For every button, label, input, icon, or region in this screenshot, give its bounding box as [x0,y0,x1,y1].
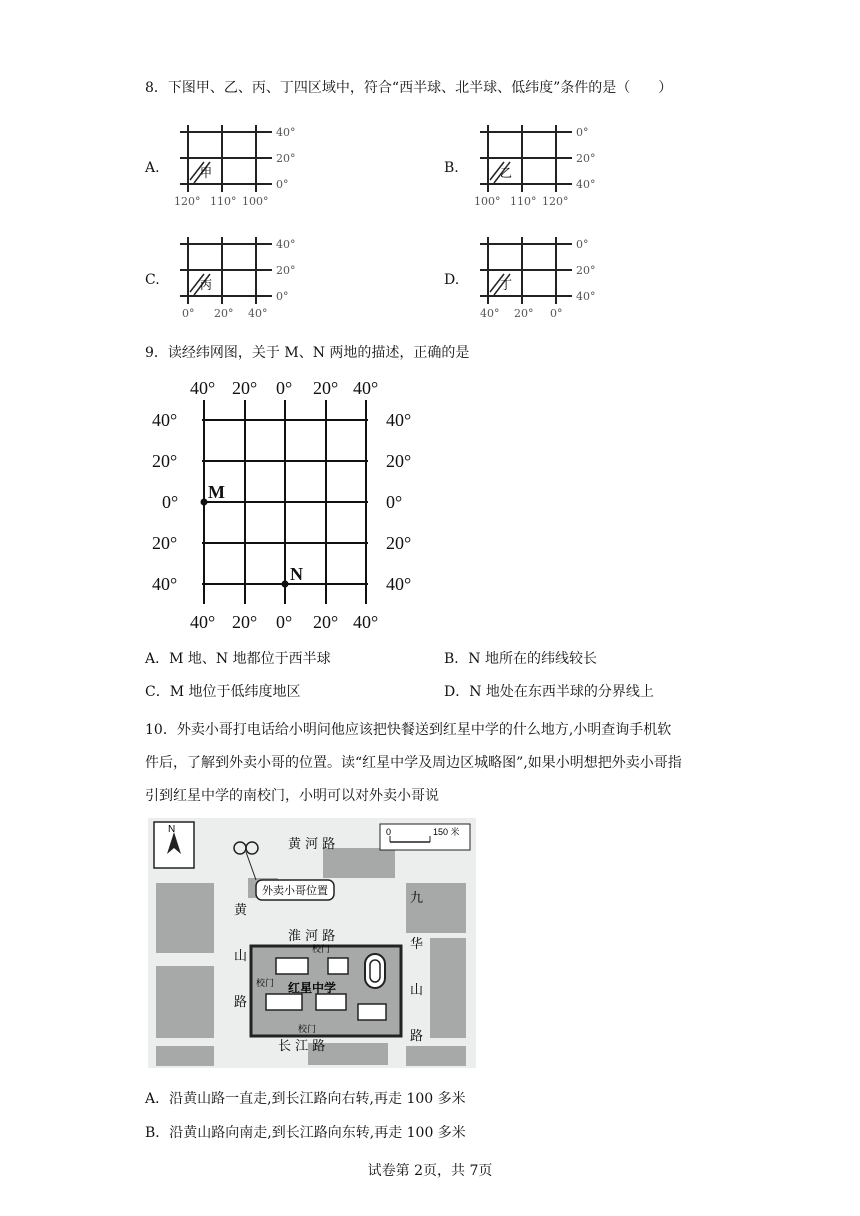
road-huanghe: 黄 河 路 [288,837,336,852]
point-m-marker [201,499,208,506]
q9-option-d: D．N 地处在东西半球的分界线上 [444,684,654,700]
scale-label: 150 米 [433,827,460,837]
gate-north: 校门 [312,945,331,955]
school-area-map [148,818,476,1068]
lat-label: 20° [576,152,596,165]
school-label: 红星中学 [288,981,337,995]
q10-stem-line: 引到红星中学的南校门，小明可以对外卖小哥说 [145,788,439,804]
region-label: 甲 [200,166,213,180]
q8-grid-c [170,232,310,322]
lon-label: 20° [232,378,258,398]
lat-label: 20° [152,533,178,553]
region-label: 乙 [500,166,513,180]
lat-label: 20° [152,451,178,471]
lon-label: 40° [353,612,379,632]
north-label: N [168,824,176,835]
q8-option-a: A. [145,160,160,176]
q9-option-c: C．M 地位于低纬度地区 [145,684,301,700]
road-jiuhua: 华 [410,937,424,952]
lon-label: 0° [182,307,195,320]
lat-label: 20° [386,451,412,471]
q8-stem: 8．下图甲、乙、丙、丁四区域中，符合“西半球、北半球、低纬度”条件的是（ ） [145,80,673,96]
lat-label: 0° [162,492,179,512]
lat-label: 20° [576,264,596,277]
lat-label: 20° [386,533,412,553]
road-huangshan: 黄 [234,903,248,918]
lon-label: 40° [190,612,216,632]
region-label: 丙 [200,278,213,292]
q8-grid-a [170,120,310,210]
lat-label: 20° [276,264,296,277]
lat-label: 40° [576,290,596,303]
lat-label: 40° [152,574,178,594]
lon-label: 40° [190,378,216,398]
point-m-label: M [208,482,225,502]
lon-label: 120° [542,195,569,208]
lat-label: 0° [576,238,589,251]
q8-option-d: D. [444,272,460,288]
q10-stem [145,714,682,813]
gate-west: 校门 [256,979,275,989]
page-footer: 试卷第 2页，共 7页 [367,1163,493,1179]
road-huangshan: 路 [234,995,248,1010]
scale-zero: 0 [386,827,392,837]
road-huaihe: 淮 河 路 [288,929,336,944]
lon-label: 20° [514,307,534,320]
q8-grid-b [470,120,610,210]
lon-label: 110° [510,195,537,208]
lat-label: 40° [276,238,296,251]
q9-graticule [150,372,430,640]
lon-label: 120° [174,195,201,208]
q9-stem: 9．读经纬网图，关于 M、N 两地的描述，正确的是 [145,345,470,361]
lat-label: 20° [276,152,296,165]
lat-label: 40° [276,126,296,139]
lon-label: 110° [210,195,237,208]
road-jiuhua: 山 [410,983,424,998]
lat-label: 40° [386,410,412,430]
lon-label: 40° [353,378,379,398]
q8-option-b: B. [444,160,459,176]
lat-label: 40° [576,178,596,191]
region-label: 丁 [500,278,513,292]
lon-label: 100° [474,195,501,208]
lat-label: 0° [276,178,289,191]
road-jiuhua: 九 [410,891,424,906]
q10-option-a: A．沿黄山路一直走,到长江路向右转,再走 100 多米 [145,1091,466,1107]
q9-option-a: A．M 地、N 地都位于西半球 [145,651,331,667]
gate-south: 校门 [298,1025,317,1035]
q8-grid-d [470,232,610,322]
lat-label: 0° [386,492,403,512]
point-n-marker [282,581,289,588]
point-n-label: N [290,564,303,584]
lon-label: 0° [550,307,563,320]
lon-label: 0° [276,612,293,632]
q10-stem-line: 10．外卖小哥打电话给小明问他应该把快餐送到红星中学的什么地方,小明查询手机软 [145,722,672,738]
lat-label: 40° [386,574,412,594]
lat-label: 0° [276,290,289,303]
lon-label: 100° [242,195,269,208]
lon-label: 40° [248,307,268,320]
q10-option-b: B．沿黄山路向南走,到长江路向东转,再走 100 多米 [145,1125,466,1141]
lon-label: 0° [276,378,293,398]
lon-label: 20° [313,378,339,398]
lon-label: 20° [313,612,339,632]
road-huangshan: 山 [234,949,248,964]
road-changjiang: 长 江 路 [278,1039,326,1054]
q10-stem-line: 件后，了解到外卖小哥的位置。读“红星中学及周边区城略图”,如果小明想把外卖小哥指 [145,755,682,771]
q8-option-c: C. [145,272,160,288]
q9-option-b: B．N 地所在的纬线较长 [444,651,597,667]
courier-label: 外卖小哥位置 [262,884,328,897]
lon-label: 40° [480,307,500,320]
lon-label: 20° [214,307,234,320]
lat-label: 0° [576,126,589,139]
road-jiuhua: 路 [410,1029,424,1044]
lat-label: 40° [152,410,178,430]
lon-label: 20° [232,612,258,632]
